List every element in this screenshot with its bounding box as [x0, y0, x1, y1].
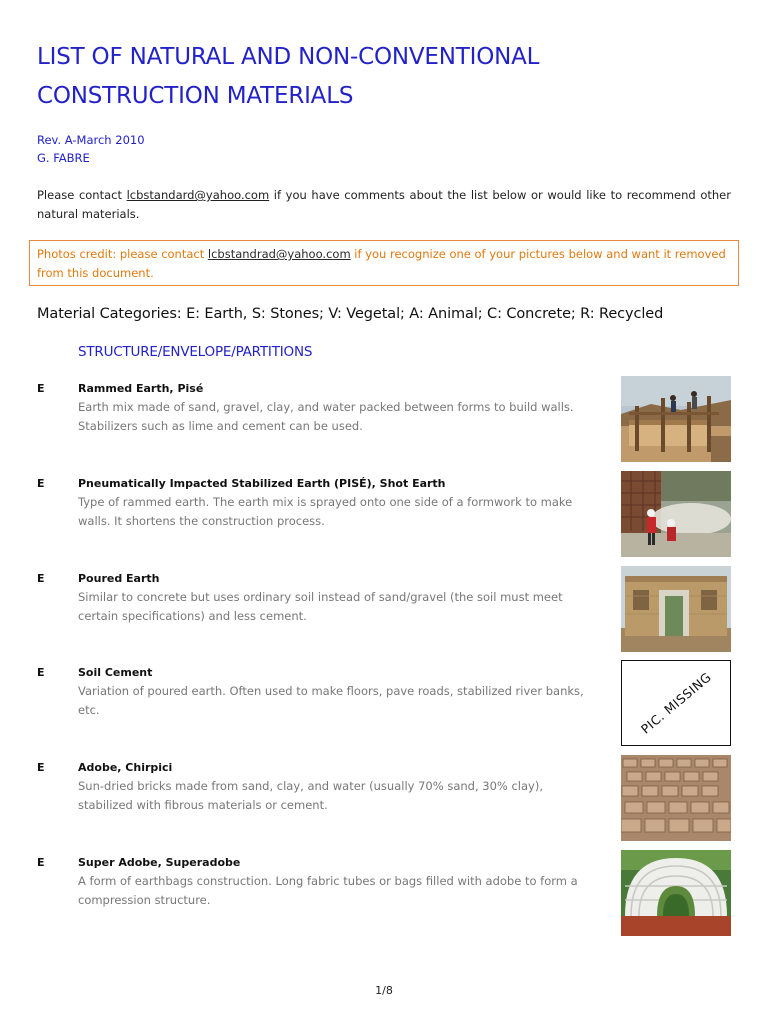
material-name: Poured Earth	[78, 572, 160, 585]
category-code: E	[37, 382, 45, 395]
material-description: Type of rammed earth. The earth mix is sprayed onto one side of a formwork to make walls. It shortens the construction process.	[78, 495, 573, 528]
material-description: Variation of poured earth. Often used to make floors, pave roads, stabilized river banks, etc.	[78, 684, 584, 717]
material-entry-soil-cement	[0, 665, 768, 753]
category-code: E	[37, 477, 45, 490]
material-entry-rammed-earth	[0, 381, 768, 469]
credit-text-before: Photos credit: please contact	[37, 247, 208, 261]
credit-text-after: if you recognize one of your pictures below and want it removed from this document.	[37, 247, 726, 280]
document-meta	[37, 131, 145, 167]
rammed-earth-photo	[621, 376, 731, 462]
category-code: E	[37, 856, 45, 869]
page-number: 1/8	[375, 984, 393, 997]
missing-picture-label: PIC. MISSING	[637, 669, 715, 737]
poured-earth-photo	[621, 566, 731, 652]
contact-text-before: Please contact	[37, 188, 127, 202]
category-code: E	[37, 666, 45, 679]
missing-picture-placeholder	[621, 660, 731, 746]
photo-credit-box	[29, 240, 739, 286]
material-entry-superadobe	[0, 855, 768, 943]
contact-email-link[interactable]: lcbstandard@yahoo.com	[126, 188, 270, 202]
material-description: A form of earthbags construction. Long fabric tubes or bags filled with adobe to form a compression structure.	[78, 874, 578, 907]
material-name: Pneumatically Impacted Stabilized Earth (PISÉ), Shot Earth	[78, 477, 446, 490]
title-line-1: LIST OF NATURAL AND NON-CONVENTIONAL	[37, 44, 540, 70]
material-name: Soil Cement	[78, 666, 153, 679]
material-description: Sun-dried bricks made from sand, clay, and water (usually 70% sand, 30% clay), stabilized with fibrous materials or cement.	[78, 779, 543, 812]
material-entry-adobe	[0, 760, 768, 848]
material-name: Rammed Earth, Pisé	[78, 382, 204, 395]
category-code: E	[37, 761, 45, 774]
shot-earth-photo	[621, 471, 731, 557]
credit-email-link[interactable]: lcbstandrad@yahoo.com	[207, 247, 351, 261]
material-entry-shot-earth	[0, 476, 768, 564]
material-name: Super Adobe, Superadobe	[78, 856, 241, 869]
author-text: G. FABRE	[37, 151, 90, 165]
contact-paragraph	[37, 186, 731, 224]
category-code: E	[37, 572, 45, 585]
contact-text-after: if you have comments about the list below or would like to recommend other natural materials.	[37, 188, 731, 221]
section-heading: STRUCTURE/ENVELOPE/PARTITIONS	[78, 344, 313, 360]
revision-text: Rev. A-March 2010	[37, 133, 145, 147]
material-description: Similar to concrete but uses ordinary soil instead of sand/gravel (the soil must meet certain specifications) and less cement.	[78, 590, 563, 623]
superadobe-photo	[621, 850, 731, 936]
material-categories: Material Categories: E: Earth, S: Stones; V: Vegetal; A: Animal; C: Concrete; R: Recycled	[37, 306, 664, 322]
material-name: Adobe, Chirpici	[78, 761, 173, 774]
material-entry-poured-earth	[0, 571, 768, 659]
title-line-2: CONSTRUCTION MATERIALS	[37, 83, 354, 109]
material-description: Earth mix made of sand, gravel, clay, and water packed between forms to build walls. Stabilizers such as lime and cement can be used.	[78, 400, 574, 433]
document-title	[37, 38, 737, 116]
adobe-bricks-photo	[621, 755, 731, 841]
